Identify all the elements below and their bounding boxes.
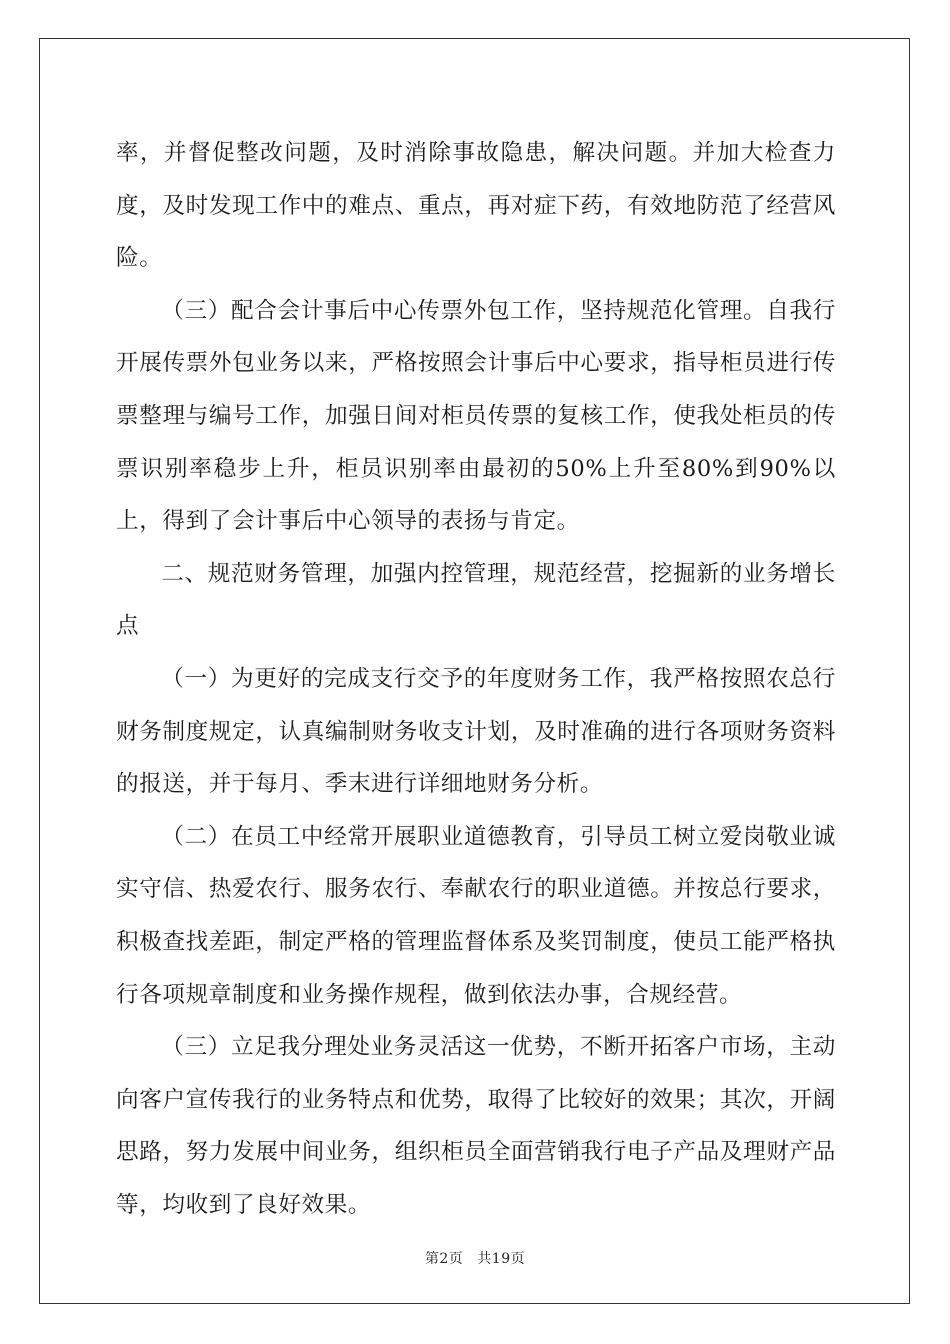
page-footer bbox=[0, 1248, 950, 1268]
section-heading-finance: 二、规范财务管理，加强内控管理，规范经营，挖掘新的业务增长点 bbox=[116, 560, 836, 640]
paragraph-item-3-market: （三）立足我分理处业务灵活这一优势，不断开拓客户市场，主动向客户宣传我行的业务特点和优势，取得了比较好的效果；其次，开阔思路，努力发展中间业务，组织柜员全面营销我行电子产品及理财产品等，均收到了良好效果。 bbox=[116, 1034, 836, 1218]
total-pages-label: 共19页 bbox=[477, 1251, 526, 1267]
document-body bbox=[116, 127, 836, 1231]
paragraph-item-2-ethics: （二）在员工中经常开展职业道德教育，引导员工树立爱岗敬业诚实守信、热爱农行、服务农行、奉献农行的职业道德。并按总行要求，积极查找差距，制定严格的管理监督体系及奖罚制度，使员工能严格执行各项规章制度和业务操作规程，做到依法办事，合规经营。 bbox=[116, 823, 836, 1008]
paragraph-section-3-voucher: （三）配合会计事后中心传票外包工作，坚持规范化管理。自我行开展传票外包业务以来，严格按照会计事后中心要求，指导柜员进行传票整理与编号工作，加强日间对柜员传票的复核工作，使我处柜员的传票识别率稳步上升，柜员识别率由最初的50%上升至80%到90%以上，得到了会计事后中心领导的表扬与肯定。 bbox=[116, 297, 836, 535]
paragraph-continuation: 率，并督促整改问题，及时消除事故隐患，解决问题。并加大检查力度，及时发现工作中的难点、重点，再对症下药，有效地防范了经营风险。 bbox=[116, 140, 836, 272]
current-page-label: 第2页 bbox=[424, 1251, 464, 1267]
paragraph-item-1-finance: （一）为更好的完成支行交予的年度财务工作，我严格按照农总行财务制度规定，认真编制财务收支计划，及时准确的进行各项财务资料的报送，并于每月、季末进行详细地财务分析。 bbox=[116, 665, 836, 798]
